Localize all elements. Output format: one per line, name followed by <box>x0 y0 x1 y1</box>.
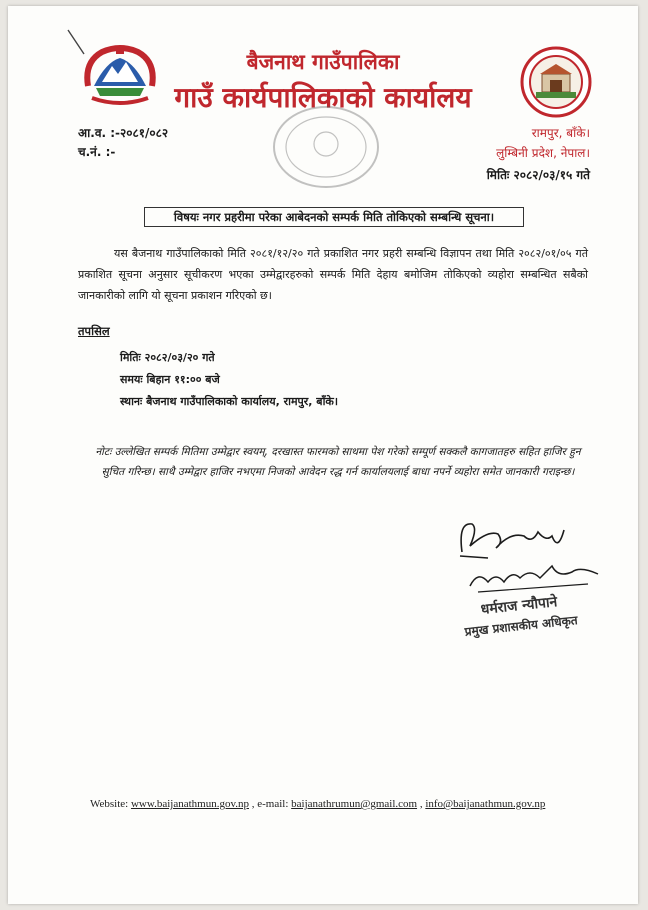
notice-body <box>78 243 588 306</box>
contact-place: स्थानः बैजनाथ गाउँपालिकाको कार्यालय, रामपुर, बाँके। <box>120 395 339 408</box>
reference-number: च.नं. :- <box>78 145 116 159</box>
website-link[interactable]: www.baijanathmun.gov.np <box>130 798 249 810</box>
notice-page <box>8 6 638 904</box>
municipality-title: बैजनाथ गाउँपालिका <box>246 50 400 74</box>
handwritten-signature <box>448 512 618 598</box>
signatory-title: प्रमुख प्रशासकीय अधिकृत <box>464 613 579 639</box>
website-label: Website: <box>90 798 129 810</box>
notice-note: नोटः उल्लेखित सम्पर्क मितिमा उम्मेद्वार स्वयम्, दरखास्त फारमको साथमा पेश गरेको सम्पूर्ण सक्कलै कागजातहरु सहित हाजिर हुन सुचित गरिन्छ। साथै उम्मेद्वार हाजिर नभएमा निजको आवेदन रद्ध गर्न कार्यालयलाई बाधा नपर्ने व्यहोरा समेत जानकारी गराइन्छ। <box>95 446 581 478</box>
signatory-name: धर्मराज न्यौपाने <box>480 594 559 619</box>
office-title: गाउँ कार्यपालिकाको कार्यालय <box>174 81 472 114</box>
address-line-2: लुम्बिनी प्रदेश, नेपाल। <box>496 146 590 160</box>
footer-contact <box>90 798 610 810</box>
email-label: , e-mail: <box>251 798 289 810</box>
email-separator: , <box>419 798 423 810</box>
email-link-1[interactable]: baijanathrumun@gmail.com <box>291 798 418 810</box>
details-heading: तपसिल <box>78 324 110 338</box>
office-stamp-icon <box>270 104 382 190</box>
notice-subject: विषयः नगर प्रहरीमा परेका आबेदनको सम्पर्क मिति तोकिएको सम्बन्धि सूचना। <box>144 207 524 227</box>
contact-date: मितिः २०८२/०३/२० गते <box>120 351 215 364</box>
contact-time: समयः बिहान ११:०० बजे <box>120 373 220 386</box>
fiscal-year: आ.व. :-२०८१/०८२ <box>78 126 169 140</box>
address-line-1: रामपुर, बाँके। <box>531 126 590 140</box>
body-paragraph: यस बैजनाथ गाउँपालिकाको मिति २०८१/१२/२० गते प्रकाशित नगर प्रहरी सम्बन्धि विज्ञापन तथा मिति २०८२/०१/०५ गते प्रकाशित सूचना अनुसार सूचीकरण भएका उम्मेद्वारहरुको सम्पर्क मिति देहाय बमोजिम तोकिएको व्यहोरा सम्बन्धित सबैको जानकारीको लागि यो सूचना प्रकाशन गरिएको छ। <box>78 247 588 302</box>
issue-date: मितिः २०८२/०३/१५ गते <box>486 168 590 182</box>
email-link-2[interactable]: info@baijanathmun.gov.np <box>425 798 546 810</box>
municipality-seal-logo <box>520 46 592 118</box>
